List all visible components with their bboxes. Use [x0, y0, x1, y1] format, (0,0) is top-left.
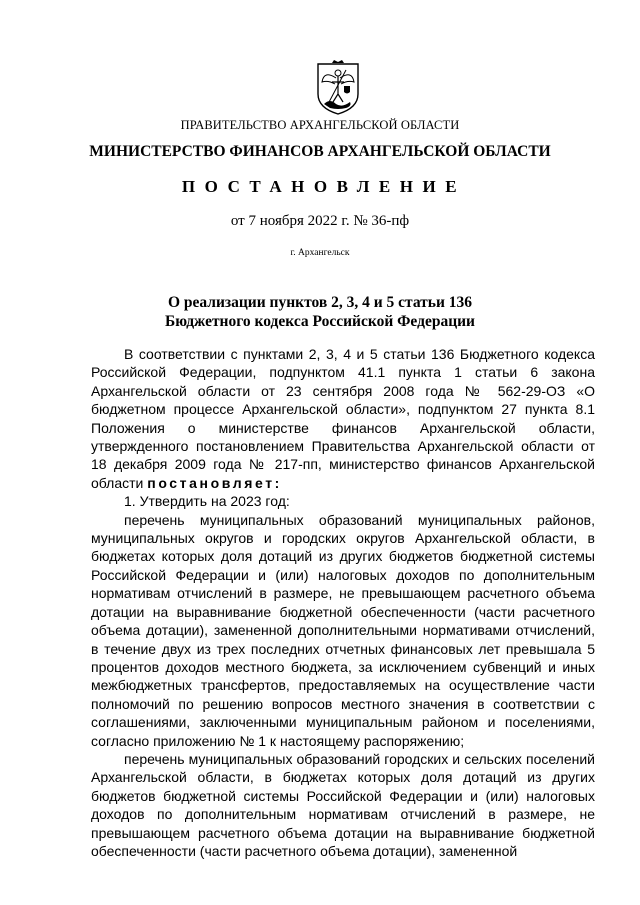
preamble-text: В соответствии с пунктами 2, 3, 4 и 5 статьи 136 Бюджетного кодекса Российской Федерации, подпунктом 41.1 пункта 1 статьи 6 закона Архангельской области от 23 сентября 2008 года № 562-29-ОЗ «О бюджетном процессе Архангельской области», подпунктом 27 пункта 8.1 Положения о министерстве финансов Архангельской области, утвержденного постановлением Правительства Архангельской области от 18 декабря 2009 года № 217-пп, министерство финансов Архангельской области [91, 346, 595, 491]
title-line-1: О реализации пунктов 2, 3, 4 и 5 статьи 136 [167, 294, 473, 311]
item-1: 1. Утвердить на 2023 год: [124, 493, 290, 510]
paragraph-2: перечень муниципальных образований городских и сельских поселений Архангельской области, в бюджетах которых доля дотаций из других бюджетов бюджетной системы Российской Федерации и (или) налоговых доходов по дополнительным нормативам отчислений в размере, не превышающем расчетного объема дотации на выравнивание бюджетной обеспеченности (части расчетного объема дотации), замененной [91, 750, 595, 859]
ministry-name: МИНИСТЕРСТВО ФИНАНСОВ АРХАНГЕЛЬСКОЙ ОБЛАСТИ [89, 143, 551, 160]
date-number: от 7 ноября 2022 г. № 36-пф [230, 213, 410, 229]
document-body [91, 345, 595, 860]
decree-word: постановляет: [147, 474, 282, 491]
document-type: ПОСТАНОВЛЕНИЕ [181, 177, 467, 196]
coat-of-arms-icon [314, 60, 362, 116]
government-name: ПРАВИТЕЛЬСТВО АРХАНГЕЛЬСКОЙ ОБЛАСТИ [180, 118, 460, 132]
title-line-2: Бюджетного кодекса Российской Федерации [164, 313, 475, 330]
city-name: г. Архангельск [290, 248, 350, 258]
preamble-paragraph [91, 345, 595, 492]
paragraph-1: перечень муниципальных образований муниципальных районов, муниципальных округов и городских округов Архангельской области, в бюджетах которых доля дотаций из других бюджетов бюджетной системы Российской Федерации и (или) налоговых доходов по дополнительным нормативам отчислений в размере, не превышающем расчетного объема дотации на выравнивание бюджетной обеспеченности (части расчетного объема дотации), замененной дополнительными нормативами отчислений, в течение двух из трех последних отчетных финансовых лет превышала 5 процентов доходов местного бюджета, за исключением субвенций и иных межбюджетных трансфертов, предоставляемых на осуществление части полномочий по решению вопросов местного значения в соответствии с соглашениями, заключенными муниципальным районом и поселениями, согласно приложению № 1 к настоящему распоряжению; [91, 511, 595, 749]
document-title [0, 293, 640, 331]
